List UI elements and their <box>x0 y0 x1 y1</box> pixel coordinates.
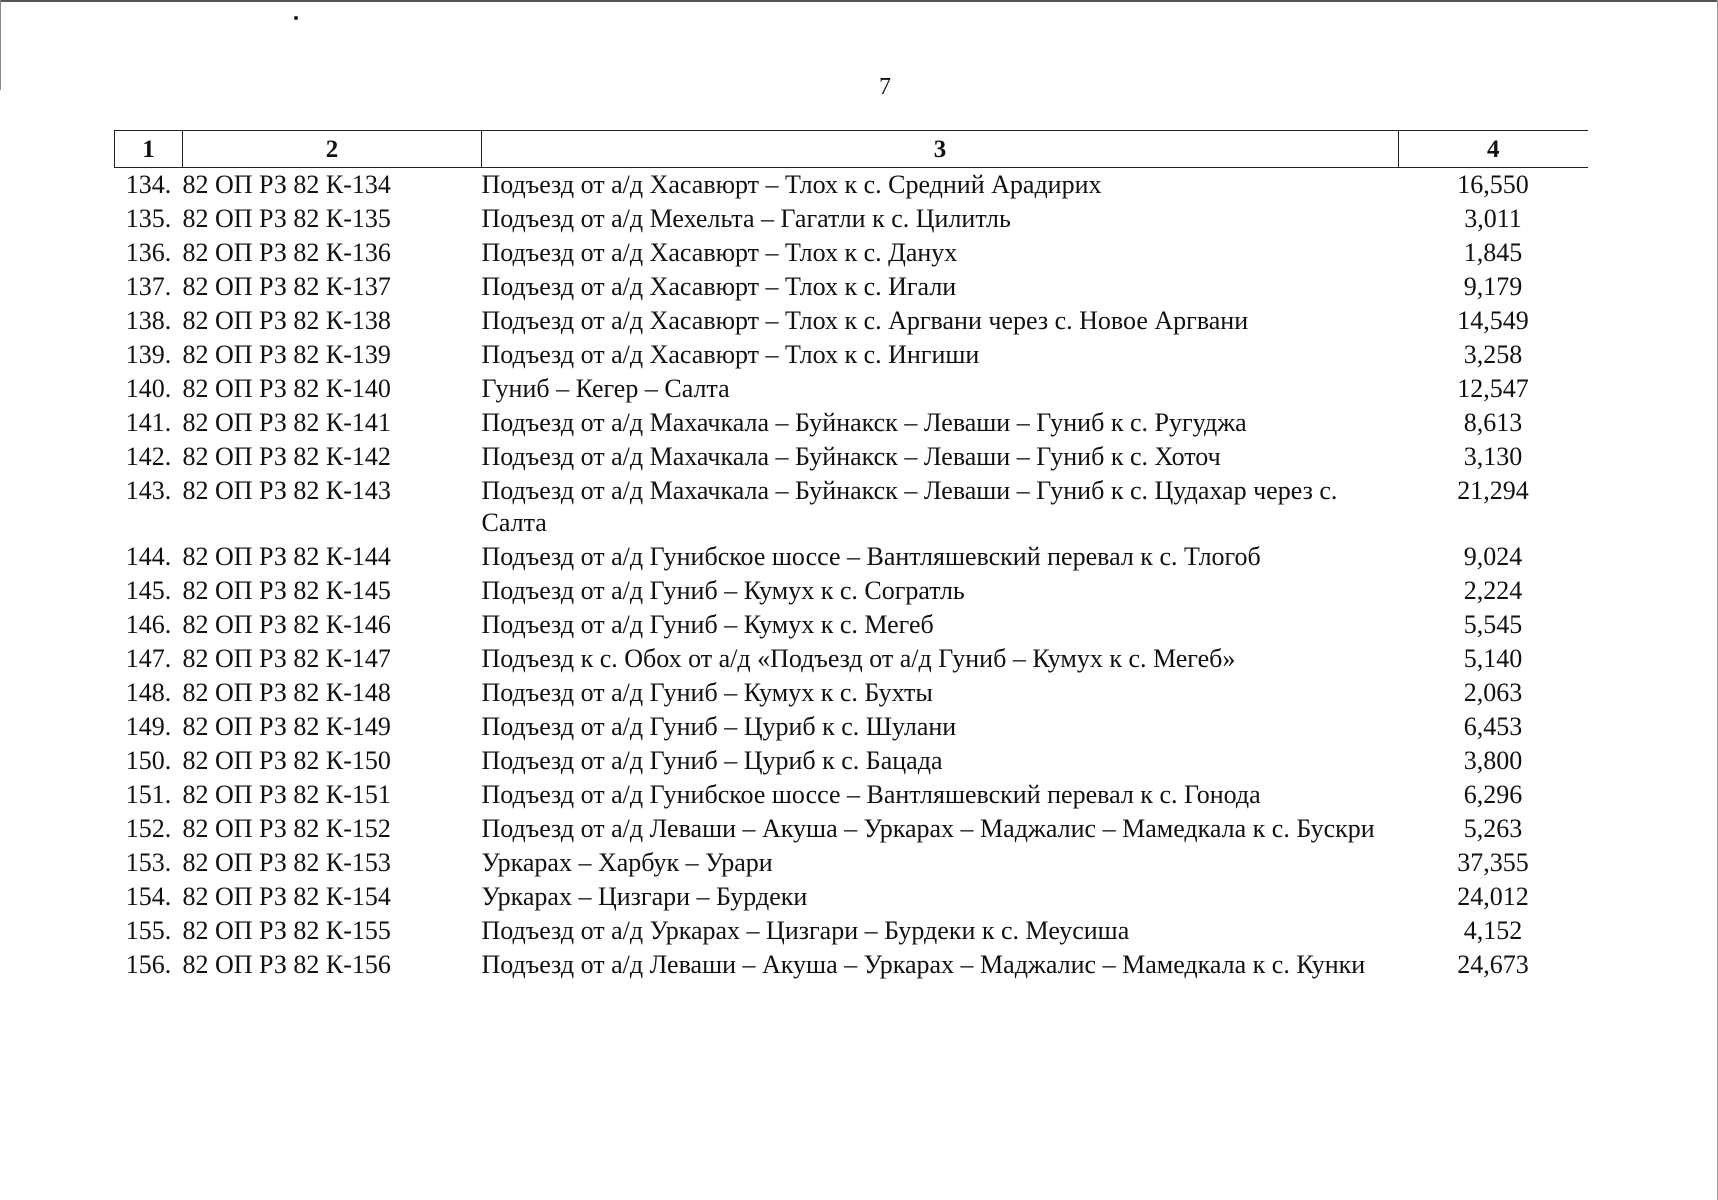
column-header-3: 3 <box>482 131 1399 168</box>
road-name: Подъезд от а/д Хасавюрт – Тлох к с. Средний Арадирих <box>481 170 1102 199</box>
road-length: 6,453 <box>1463 712 1523 741</box>
table-row <box>115 236 1588 270</box>
road-length: 9,024 <box>1463 542 1523 571</box>
row-number: 138. <box>125 306 172 335</box>
road-name: Подъезд от а/д Хасавюрт – Тлох к с. Ингиши <box>481 340 980 369</box>
road-name: Подъезд от а/д Хасавюрт – Тлох к с. Аргвани через с. Новое Аргвани <box>481 306 1249 335</box>
road-length: 12,547 <box>1457 374 1529 403</box>
road-code: 82 ОП РЗ 82 К-141 <box>182 408 391 437</box>
table-row <box>115 744 1588 778</box>
road-code: 82 ОП РЗ 82 К-152 <box>182 814 391 843</box>
road-length: 24,673 <box>1457 950 1529 979</box>
road-code: 82 ОП РЗ 82 К-136 <box>182 238 391 267</box>
row-number: 142. <box>125 442 172 471</box>
road-name: Подъезд от а/д Хасавюрт – Тлох к с. Данух <box>481 238 958 267</box>
scan-speck <box>294 16 298 20</box>
row-number: 147. <box>125 644 172 673</box>
row-number: 134. <box>125 170 172 199</box>
road-code: 82 ОП РЗ 82 К-148 <box>182 678 391 707</box>
row-number: 152. <box>125 814 172 843</box>
row-number: 156. <box>125 950 172 979</box>
road-name: Подъезд от а/д Гуниб – Цуриб к с. Шулани <box>481 712 957 741</box>
page-number: 7 <box>879 74 891 100</box>
road-name: Уркарах – Цизгари – Бурдеки <box>481 882 808 911</box>
table-row <box>115 914 1588 948</box>
table-row <box>115 406 1588 440</box>
road-code: 82 ОП РЗ 82 К-140 <box>182 374 391 403</box>
table-row <box>115 168 1588 203</box>
road-name: Подъезд от а/д Мехельта – Гагатли к с. Цилитль <box>481 204 1011 233</box>
road-code: 82 ОП РЗ 82 К-156 <box>182 950 391 979</box>
road-name: Подъезд от а/д Гунибское шоссе – Вантляшевский перевал к с. Гонода <box>481 780 1261 809</box>
road-name: Подъезд от а/д Махачкала – Буйнакск – Леваши – Гуниб к с. Ругуджа <box>481 408 1247 437</box>
row-number: 149. <box>125 712 172 741</box>
row-number: 145. <box>125 576 172 605</box>
road-code: 82 ОП РЗ 82 К-139 <box>182 340 391 369</box>
table-row <box>115 574 1588 608</box>
column-header-4: 4 <box>1399 131 1588 168</box>
road-length: 6,296 <box>1463 780 1523 809</box>
road-name: Подъезд от а/д Махачкала – Буйнакск – Леваши – Гуниб к с. Цудахар через с. Салта <box>481 476 1338 537</box>
road-length: 8,613 <box>1463 408 1523 437</box>
road-length: 37,355 <box>1457 848 1529 877</box>
road-code: 82 ОП РЗ 82 К-149 <box>182 712 391 741</box>
table-body <box>115 168 1588 983</box>
road-code: 82 ОП РЗ 82 К-144 <box>182 542 391 571</box>
page-border-top <box>0 0 1718 2</box>
road-code: 82 ОП РЗ 82 К-155 <box>182 916 391 945</box>
road-name: Подъезд от а/д Махачкала – Буйнакск – Леваши – Гуниб к с. Хоточ <box>481 442 1221 471</box>
road-length: 5,545 <box>1463 610 1523 639</box>
table-row <box>115 540 1588 574</box>
road-length: 5,263 <box>1463 814 1523 843</box>
road-code: 82 ОП РЗ 82 К-151 <box>182 780 391 809</box>
table-row <box>115 372 1588 406</box>
table-row <box>115 948 1588 982</box>
table-row <box>115 676 1588 710</box>
road-name: Подъезд от а/д Леваши – Акуша – Уркарах – Маджалис – Мамедкала к с. Кунки <box>481 950 1366 979</box>
table-row <box>115 710 1588 744</box>
table-row <box>115 846 1588 880</box>
table-row <box>115 608 1588 642</box>
row-number: 154. <box>125 882 172 911</box>
road-code: 82 ОП РЗ 82 К-142 <box>182 442 391 471</box>
road-code: 82 ОП РЗ 82 К-134 <box>182 170 391 199</box>
road-name: Подъезд от а/д Гуниб – Кумух к с. Мегеб <box>481 610 934 639</box>
road-length: 2,224 <box>1463 576 1523 605</box>
road-name: Подъезд от а/д Леваши – Акуша – Уркарах – Маджалис – Мамедкала к с. Бускри <box>481 814 1375 843</box>
header-row <box>115 131 1588 168</box>
road-length: 14,549 <box>1457 306 1529 335</box>
road-name: Подъезд от а/д Гуниб – Кумух к с. Согратль <box>481 576 965 605</box>
road-length: 9,179 <box>1463 272 1523 301</box>
table-row <box>115 270 1588 304</box>
road-length: 3,130 <box>1463 442 1523 471</box>
road-code: 82 ОП РЗ 82 К-146 <box>182 610 391 639</box>
row-number: 148. <box>125 678 172 707</box>
road-name: Подъезд от а/д Хасавюрт – Тлох к с. Игали <box>481 272 957 301</box>
road-length: 5,140 <box>1463 644 1523 673</box>
road-name: Гуниб – Кегер – Салта <box>481 374 730 403</box>
road-code: 82 ОП РЗ 82 К-145 <box>182 576 391 605</box>
row-number: 155. <box>125 916 172 945</box>
road-name: Подъезд к с. Обох от а/д «Подъезд от а/д Гуниб – Кумух к с. Мегеб» <box>481 644 1236 673</box>
road-code: 82 ОП РЗ 82 К-135 <box>182 204 391 233</box>
road-length: 16,550 <box>1457 170 1529 199</box>
road-length: 4,152 <box>1463 916 1523 945</box>
table-row <box>115 338 1588 372</box>
row-number: 153. <box>125 848 172 877</box>
row-number: 151. <box>125 780 172 809</box>
row-number: 140. <box>125 374 172 403</box>
road-name: Подъезд от а/д Гунибское шоссе – Вантляшевский перевал к с. Тлогоб <box>481 542 1261 571</box>
table-row <box>115 440 1588 474</box>
row-number: 150. <box>125 746 172 775</box>
table-row <box>115 304 1588 338</box>
table-row <box>115 812 1588 846</box>
road-length: 21,294 <box>1457 476 1529 505</box>
road-name: Подъезд от а/д Гуниб – Цуриб к с. Бацада <box>481 746 943 775</box>
row-number: 144. <box>125 542 172 571</box>
road-name: Подъезд от а/д Гуниб – Кумух к с. Бухты <box>481 678 933 707</box>
road-length: 24,012 <box>1457 882 1529 911</box>
road-length: 3,258 <box>1463 340 1523 369</box>
column-header-1: 1 <box>115 131 183 168</box>
road-code: 82 ОП РЗ 82 К-138 <box>182 306 391 335</box>
table-row <box>115 642 1588 676</box>
road-length: 1,845 <box>1463 238 1523 267</box>
row-number: 143. <box>125 476 172 505</box>
road-length: 3,011 <box>1464 204 1522 233</box>
row-number: 136. <box>125 238 172 267</box>
table-row <box>115 880 1588 914</box>
row-number: 139. <box>125 340 172 369</box>
road-length: 2,063 <box>1463 678 1523 707</box>
row-number: 135. <box>125 204 172 233</box>
table-header <box>115 131 1588 168</box>
road-name: Уркарах – Харбук – Урари <box>481 848 773 877</box>
road-code: 82 ОП РЗ 82 К-137 <box>182 272 391 301</box>
road-code: 82 ОП РЗ 82 К-147 <box>182 644 391 673</box>
table-row <box>115 474 1588 540</box>
table-row <box>115 778 1588 812</box>
table-row <box>115 202 1588 236</box>
road-code: 82 ОП РЗ 82 К-150 <box>182 746 391 775</box>
road-code: 82 ОП РЗ 82 К-154 <box>182 882 391 911</box>
road-name: Подъезд от а/д Уркарах – Цизгари – Бурдеки к с. Меусиша <box>481 916 1130 945</box>
row-number: 137. <box>125 272 172 301</box>
column-header-2: 2 <box>183 131 482 168</box>
roads-table <box>114 130 1588 982</box>
row-number: 146. <box>125 610 172 639</box>
row-number: 141. <box>125 408 172 437</box>
road-length: 3,800 <box>1463 746 1523 775</box>
road-code: 82 ОП РЗ 82 К-153 <box>182 848 391 877</box>
road-code: 82 ОП РЗ 82 К-143 <box>182 476 391 505</box>
